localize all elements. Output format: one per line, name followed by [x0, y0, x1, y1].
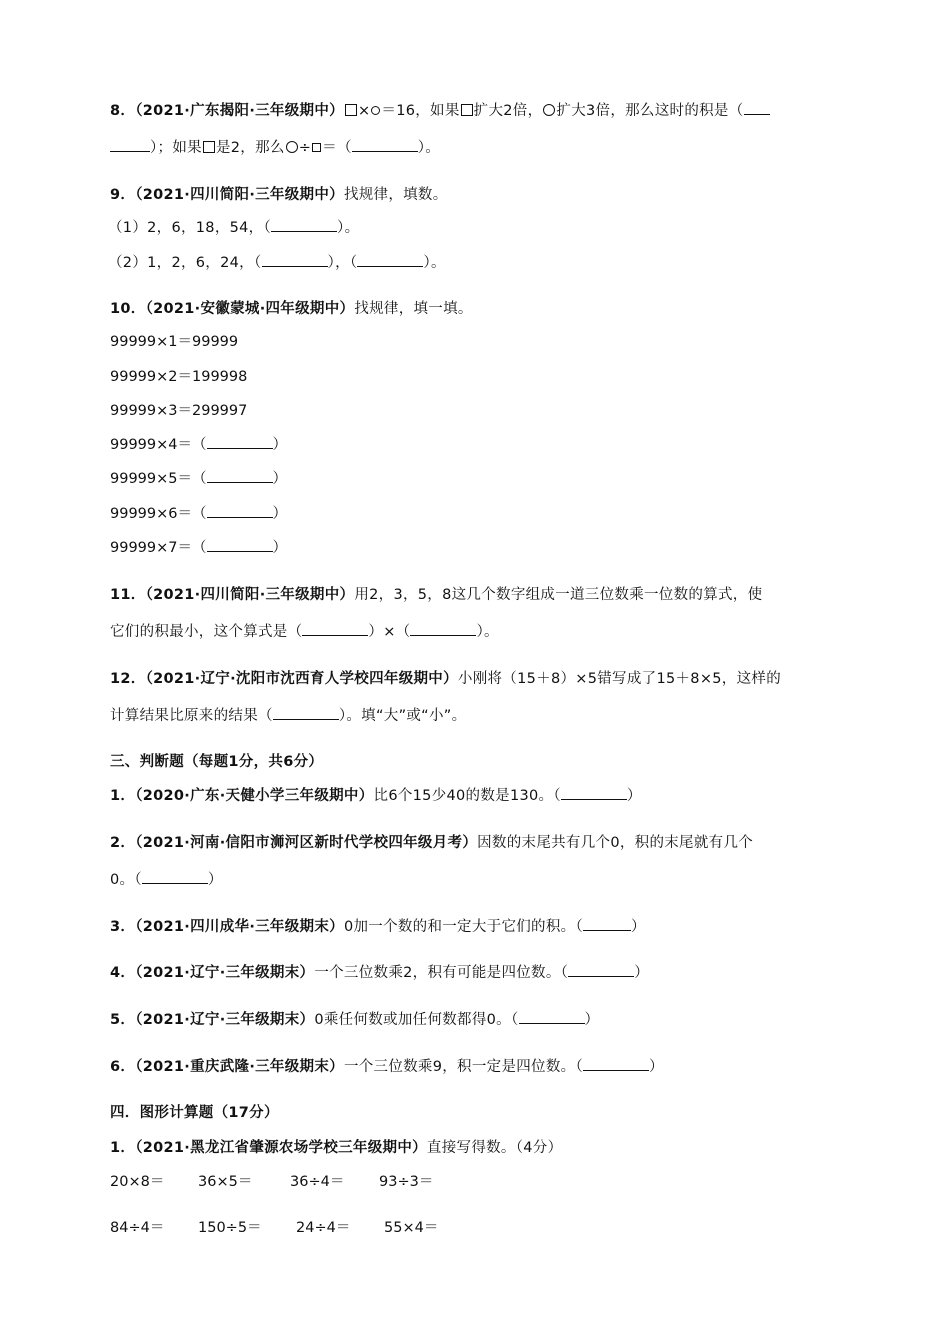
answer-blank[interactable] — [207, 436, 273, 449]
question-source: （2021·辽宁·沈阳市沈西育人学校四年级期中） — [145, 671, 458, 687]
question-source: （2021·广东揭阳·三年级期中） — [135, 103, 344, 119]
question-source: （2021·辽宁·三年级期末） — [135, 1012, 315, 1028]
question-9-header: 9．（2021·四川简阳·三年级期中）找规律，填数。 — [110, 187, 448, 203]
circle-symbol-icon — [371, 106, 380, 115]
calc-item: 36×5＝ — [198, 1174, 253, 1190]
answer-blank[interactable] — [142, 871, 208, 884]
question-8-line-2: ）；如果 是2，那么 ÷ ＝（ ）。 — [110, 139, 440, 157]
answer-blank[interactable] — [207, 505, 273, 518]
pattern-row-6: 99999×6＝（ ） — [110, 506, 288, 522]
question-source: （2021·重庆武隆·三年级期末） — [135, 1059, 344, 1075]
judge-3: 3．（2021·四川成华·三年级期末）0加一个数的和一定大于它们的积。（ ） — [110, 919, 646, 935]
question-source: （2021·四川成华·三年级期末） — [135, 919, 344, 935]
question-12-line-2: 计算结果比原来的结果（ ）。填“大”或“小”。 — [110, 708, 467, 724]
judge-2-line-2: 0。（ ） — [110, 872, 223, 888]
calc-item: 55×4＝ — [384, 1220, 439, 1236]
question-source: （2021·四川简阳·三年级期中） — [135, 187, 344, 203]
pattern-row-2: 99999×2＝199998 — [110, 369, 248, 385]
answer-blank[interactable] — [302, 623, 368, 636]
judge-2-line-1: 2．（2021·河南·信阳市浉河区新时代学校四年级月考）因数的末尾共有几个0，积的末尾就有几个 — [110, 835, 754, 851]
question-11-line-2: 它们的积最小，这个算式是（ ）×（ ）。 — [110, 624, 499, 640]
answer-blank[interactable] — [583, 1058, 649, 1071]
square-symbol-icon — [312, 143, 321, 152]
calc-item: 150÷5＝ — [198, 1220, 262, 1236]
question-12-line-1: 12．（2021·辽宁·沈阳市沈西育人学校四年级期中）小刚将（15＋8）×5错写成了15＋8×5，这样的 — [110, 671, 782, 687]
question-9-sub-1: （1）2，6，18，54，（ ）。 — [108, 220, 360, 236]
question-source: （2021·辽宁·三年级期末） — [135, 965, 315, 981]
section-3-title: 三、判断题（每题1分，共6分） — [110, 754, 324, 770]
circle-symbol-icon — [543, 104, 555, 116]
calc-item: 84÷4＝ — [110, 1220, 165, 1236]
question-number: 8． — [110, 103, 136, 119]
question-source: （2021·黑龙江省肇源农场学校三年级期中） — [135, 1140, 427, 1156]
question-source: （2021·安徽蒙城·四年级期中） — [145, 301, 355, 317]
question-8-line-1: 8．（2021·广东揭阳·三年级期中） × ＝16，如果 扩大2倍， 扩大3倍，那么这时的积是（ — [110, 102, 770, 120]
question-source: （2021·四川简阳·三年级期中） — [145, 587, 355, 603]
square-symbol-icon — [203, 141, 215, 153]
judge-6: 6．（2021·重庆武隆·三年级期末）一个三位数乘9，积一定是四位数。（ ） — [110, 1059, 664, 1075]
pattern-row-1: 99999×1＝99999 — [110, 334, 239, 350]
answer-blank[interactable] — [583, 918, 631, 931]
circle-symbol-icon — [286, 141, 298, 153]
answer-blank[interactable] — [744, 102, 770, 115]
calc-1-header: 1．（2021·黑龙江省肇源农场学校三年级期中）直接写得数。（4分） — [110, 1140, 563, 1156]
answer-blank[interactable] — [262, 254, 328, 267]
answer-blank[interactable] — [207, 470, 273, 483]
calc-item: 24÷4＝ — [296, 1220, 351, 1236]
answer-blank[interactable] — [207, 539, 273, 552]
calc-item: 36÷4＝ — [290, 1174, 345, 1190]
question-9-sub-2: （2）1，2，6，24，（ ），（ ）。 — [108, 255, 446, 271]
question-source: （2021·河南·信阳市浉河区新时代学校四年级月考） — [135, 835, 478, 851]
answer-blank[interactable] — [357, 254, 423, 267]
judge-4: 4．（2021·辽宁·三年级期末）一个三位数乘2，积有可能是四位数。（ ） — [110, 965, 650, 981]
pattern-row-7: 99999×7＝（ ） — [110, 540, 288, 556]
answer-blank[interactable] — [568, 964, 634, 977]
square-symbol-icon — [461, 104, 473, 116]
answer-blank[interactable] — [410, 623, 476, 636]
question-10-header: 10．（2021·安徽蒙城·四年级期中）找规律，填一填。 — [110, 301, 473, 317]
calc-item: 93÷3＝ — [379, 1174, 434, 1190]
answer-blank[interactable] — [519, 1011, 585, 1024]
answer-blank[interactable] — [561, 787, 627, 800]
answer-blank[interactable] — [271, 219, 337, 232]
answer-blank[interactable] — [110, 139, 150, 152]
answer-blank[interactable] — [273, 707, 339, 720]
pattern-row-5: 99999×5＝（ ） — [110, 471, 288, 487]
calc-item: 20×8＝ — [110, 1174, 165, 1190]
pattern-row-3: 99999×3＝299997 — [110, 403, 248, 419]
judge-1: 1．（2020·广东·天健小学三年级期中）比6个15少40的数是130。（ ） — [110, 788, 642, 804]
judge-5: 5．（2021·辽宁·三年级期末）0乘任何数或加任何数都得0。（ ） — [110, 1012, 600, 1028]
question-source: （2020·广东·天健小学三年级期中） — [135, 788, 374, 804]
section-4-title: 四．图形计算题（17分） — [110, 1105, 279, 1121]
pattern-row-4: 99999×4＝（ ） — [110, 437, 288, 453]
square-symbol-icon — [345, 104, 357, 116]
answer-blank[interactable] — [352, 139, 418, 152]
question-11-line-1: 11．（2021·四川简阳·三年级期中）用2，3，5，8这几个数字组成一道三位数乘一位数的算式，使 — [110, 587, 763, 603]
